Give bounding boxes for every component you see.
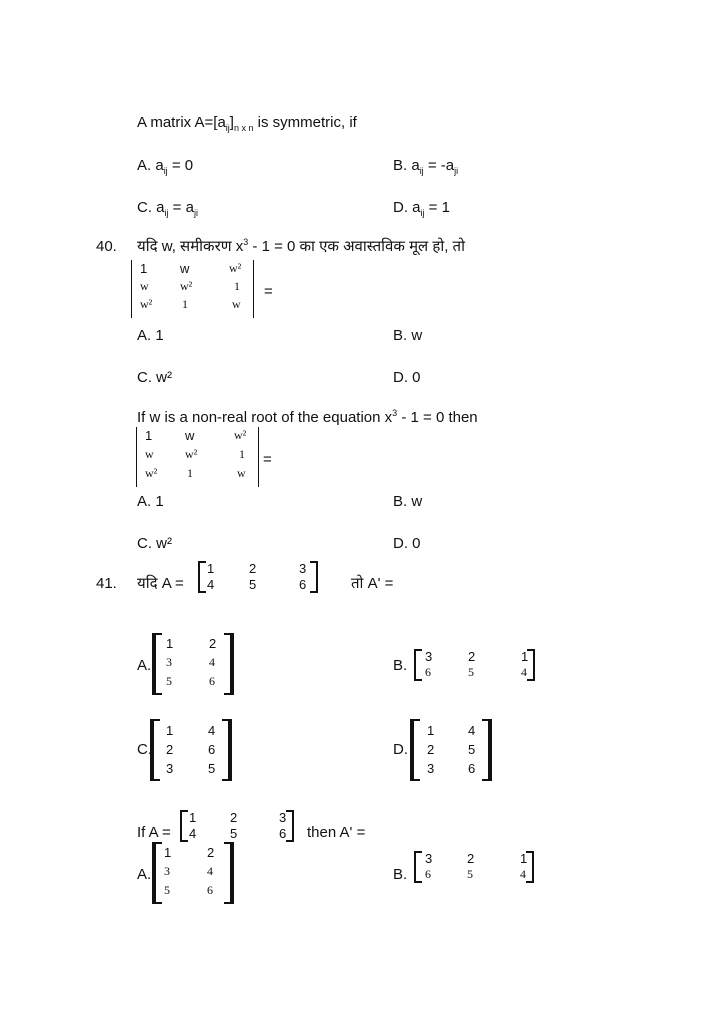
matrix-cell: 1 xyxy=(521,649,529,664)
det-cell: w xyxy=(232,297,241,311)
det-cell: w xyxy=(145,447,154,461)
q39-option-b[interactable]: B. $a_{ij} = -a_{ji}$ xyxy=(393,157,459,176)
left-bracket xyxy=(414,851,422,883)
q40-english-option-d[interactable]: D. 0 xyxy=(393,535,421,552)
matrix-cell: 6 xyxy=(425,665,431,679)
q39-option-d[interactable]: D. $a_{ij} = 1$ xyxy=(393,199,450,218)
left-bracket xyxy=(410,719,420,781)
matrix-cell: 2 xyxy=(209,636,217,651)
matrix-cell: 5 xyxy=(230,826,238,841)
matrix-cell: 1 xyxy=(189,810,197,825)
q40-english-option-b[interactable]: B. w xyxy=(393,493,423,510)
matrix-cell: 1 xyxy=(164,845,172,860)
q40-hindi-stem: यदि w, समीकरण $x^3 - 1 = 0$ का एक अवास्तविक मूल हो, तो xyxy=(137,237,465,255)
det-cell: w² xyxy=(180,279,193,293)
det-cell: w² xyxy=(140,297,153,311)
q41-option-c-label[interactable]: C. xyxy=(137,741,152,758)
left-bracket xyxy=(152,842,162,904)
matrix-cell: 4 xyxy=(520,867,526,881)
matrix-cell: 1 xyxy=(166,723,174,738)
q41-number: 41. xyxy=(96,575,117,592)
matrix-cell: 5 xyxy=(249,577,257,592)
q41-english-option-b-matrix[interactable] xyxy=(414,851,534,883)
q39-option-a[interactable]: A. $a_{ij} = 0$ xyxy=(137,157,194,176)
matrix-cell: 3 xyxy=(425,851,433,866)
right-bracket xyxy=(222,719,232,781)
q40-number: 40. xyxy=(96,238,117,255)
matrix-cell: 6 xyxy=(299,577,307,592)
matrix-cell: 3 xyxy=(279,810,287,825)
matrix-cell: 6 xyxy=(209,674,215,688)
matrix-cell: 1 xyxy=(427,723,435,738)
q40-english-stem: If w is a non-real root of the equation $x^3 - 1 = 0$ then xyxy=(137,408,478,426)
q41-option-a-matrix[interactable] xyxy=(152,633,234,695)
matrix-cell: 5 xyxy=(468,665,474,679)
matrix-cell: 2 xyxy=(427,742,435,757)
matrix-cell: 3 xyxy=(166,761,174,776)
matrix-cell: 6 xyxy=(425,867,431,881)
matrix-cell: 2 xyxy=(249,561,257,576)
matrix-cell: 1 xyxy=(207,561,215,576)
det-cell: 1 xyxy=(182,297,188,311)
matrix-cell: 5 xyxy=(467,867,473,881)
matrix-cell: 2 xyxy=(467,851,475,866)
matrix-cell: 3 xyxy=(166,655,172,669)
det-cell: w xyxy=(180,261,190,276)
matrix-cell: 2 xyxy=(166,742,174,757)
q41-option-a-label[interactable]: A. xyxy=(137,657,152,674)
matrix-cell: 5 xyxy=(166,674,172,688)
det-cell: 1 xyxy=(145,428,153,443)
matrix-cell: 4 xyxy=(189,826,197,841)
det-cell: 1 xyxy=(234,279,240,293)
left-bracket xyxy=(198,561,206,593)
q41-option-d-label[interactable]: D. xyxy=(393,741,408,758)
det-cell: w² xyxy=(185,447,198,461)
matrix-cell: 3 xyxy=(164,864,170,878)
matrix-cell: 6 xyxy=(279,826,287,841)
det-cell: w² xyxy=(234,428,247,442)
right-bracket xyxy=(224,842,234,904)
q41-hindi-tail: तो A' = xyxy=(351,575,394,592)
q41-option-b-matrix[interactable] xyxy=(414,649,535,681)
matrix-cell: 6 xyxy=(208,742,216,757)
left-bracket xyxy=(150,719,160,781)
matrix-cell: 4 xyxy=(207,577,215,592)
matrix-cell: 4 xyxy=(209,655,215,669)
left-bracket xyxy=(152,633,162,695)
q41-english-option-a-label[interactable]: A. xyxy=(137,866,152,883)
q41-english-option-a-matrix[interactable] xyxy=(152,842,234,904)
det-cell: w² xyxy=(229,261,242,275)
matrix-cell: 2 xyxy=(468,649,476,664)
q41-english-stem: If A = xyxy=(137,824,171,841)
left-bracket xyxy=(180,810,188,842)
matrix-cell: 2 xyxy=(207,845,215,860)
left-bracket xyxy=(414,649,422,681)
q41-english-option-b-label[interactable]: B. xyxy=(393,866,408,883)
q40-option-a[interactable]: A. 1 xyxy=(137,327,164,344)
q40-equals-english: = xyxy=(263,451,272,468)
det-cell: w xyxy=(185,428,195,443)
q40-option-b[interactable]: B. w xyxy=(393,327,423,344)
det-cell: w² xyxy=(145,466,158,480)
q41-english-matrix-a xyxy=(180,810,294,842)
right-bracket xyxy=(286,810,294,842)
q41-hindi-stem: यदि A = xyxy=(137,575,184,592)
matrix-cell: 4 xyxy=(207,864,213,878)
matrix-cell: 3 xyxy=(427,761,435,776)
q40-english-option-a[interactable]: A. 1 xyxy=(137,493,164,510)
matrix-cell: 5 xyxy=(164,883,170,897)
q40-determinant xyxy=(131,260,254,318)
matrix-cell: 2 xyxy=(230,810,238,825)
matrix-cell: 5 xyxy=(468,742,476,757)
q41-option-c-matrix[interactable] xyxy=(150,719,232,781)
q39-stem: A matrix $A=[a_{ij}]_{n x n}$ is symmetric, if xyxy=(137,114,357,133)
q40-option-d[interactable]: D. 0 xyxy=(393,369,421,386)
q40-option-c[interactable]: C. w² xyxy=(137,369,172,386)
q39-option-c[interactable]: C. $a_{ij} = a_{ji}$ xyxy=(137,199,198,218)
q40-determinant-english xyxy=(136,427,259,487)
det-cell: w xyxy=(237,466,246,480)
matrix-cell: 3 xyxy=(425,649,433,664)
det-cell: 1 xyxy=(140,261,148,276)
matrix-cell: 3 xyxy=(299,561,307,576)
right-bracket xyxy=(310,561,318,593)
q40-english-option-c[interactable]: C. w² xyxy=(137,535,172,552)
matrix-cell: 6 xyxy=(207,883,213,897)
q41-english-tail: then A' = xyxy=(307,824,366,841)
matrix-cell: 6 xyxy=(468,761,476,776)
q41-matrix-a xyxy=(198,561,318,593)
matrix-cell: 1 xyxy=(520,851,528,866)
det-cell: w xyxy=(140,279,149,293)
matrix-cell: 4 xyxy=(208,723,216,738)
q40-equals: = xyxy=(264,283,273,300)
matrix-cell: 5 xyxy=(208,761,216,776)
matrix-cell: 4 xyxy=(521,665,527,679)
matrix-cell: 1 xyxy=(166,636,174,651)
right-bracket xyxy=(482,719,492,781)
q41-option-d-matrix[interactable] xyxy=(410,719,492,781)
det-cell: 1 xyxy=(187,466,193,480)
matrix-cell: 4 xyxy=(468,723,476,738)
right-bracket xyxy=(224,633,234,695)
q41-option-b-label[interactable]: B. xyxy=(393,657,408,674)
det-cell: 1 xyxy=(239,447,245,461)
